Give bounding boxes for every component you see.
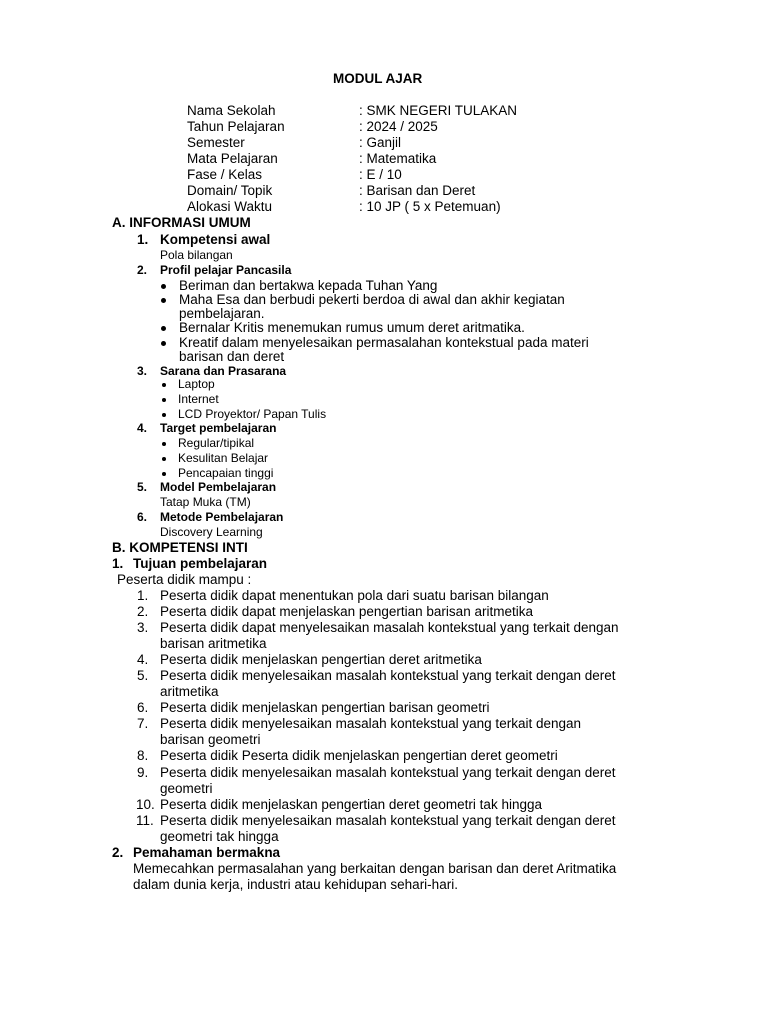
objective-text: Peserta didik dapat menjelaskan pengertian barisan aritmetika: [160, 604, 533, 619]
objective-number: 10.: [136, 797, 155, 812]
metode-text: Discovery Learning: [160, 525, 263, 539]
bullet-icon: [161, 341, 166, 346]
bullet-icon: [161, 298, 166, 303]
kompetensi-awal-text: Pola bilangan: [160, 248, 233, 262]
objective-number: 1.: [137, 588, 149, 603]
objective-text: Peserta didik menjelaskan pengertian barisan geometri: [160, 700, 490, 715]
bullet-icon: [162, 398, 166, 402]
sarana-bullet: Laptop: [178, 377, 215, 391]
objective-number: 9.: [137, 765, 149, 780]
objective-text: Peserta didik menyelesaikan masalah kontekstual yang terkait dengan deret: [160, 813, 616, 828]
identity-value: : 10 JP ( 5 x Petemuan): [359, 199, 501, 214]
target-bullet: Regular/tipikal: [178, 436, 255, 450]
identity-value: : Ganjil: [359, 135, 402, 150]
objective-text: Peserta didik dapat menyelesaikan masalah kontekstual yang terkait dengan: [160, 620, 619, 635]
objective-text: Peserta didik dapat menentukan pola dari suatu barisan bilangan: [160, 588, 549, 603]
profil-bullet: Bernalar Kritis menemukan rumus umum deret aritmatika.: [179, 320, 525, 335]
objective-text: Peserta didik Peserta didik menjelaskan pengertian deret geometri: [160, 748, 558, 763]
sarana-bullet: Internet: [178, 392, 219, 406]
objective-number: 6.: [137, 700, 149, 715]
objective-text-continued: barisan geometri: [160, 732, 261, 747]
objective-number: 8.: [137, 748, 149, 763]
list-number: 1.: [137, 232, 149, 247]
objective-number: 4.: [137, 652, 149, 667]
identity-label: Domain/ Topik: [187, 183, 273, 198]
identity-value: : SMK NEGERI TULAKAN: [359, 103, 518, 118]
list-number: 2.: [137, 263, 148, 277]
sarana-title: Sarana dan Prasarana: [160, 364, 287, 378]
target-bullet: Kesulitan Belajar: [178, 451, 269, 465]
objective-text: Peserta didik menjelaskan pengertian deret geometri tak hingga: [160, 797, 542, 812]
list-number: 5.: [137, 480, 148, 494]
objective-text: Peserta didik menyelesaikan masalah kontekstual yang terkait dengan deret: [160, 668, 616, 683]
identity-label: Fase / Kelas: [187, 167, 263, 182]
objective-text: Peserta didik menjelaskan pengertian deret aritmetika: [160, 652, 482, 667]
objective-text-continued: geometri tak hingga: [160, 829, 279, 844]
identity-value: : Barisan dan Deret: [359, 183, 476, 198]
objective-number: 11.: [136, 813, 154, 828]
pemahaman-text: dalam dunia kerja, industri atau kehidupan sehari-hari.: [133, 877, 458, 892]
target-bullet: Pencapaian tinggi: [178, 466, 274, 480]
list-number: 3.: [137, 364, 148, 378]
profil-title: Profil pelajar Pancasila: [160, 263, 292, 277]
list-number: 4.: [137, 421, 148, 435]
bullet-icon: [162, 472, 166, 476]
list-number: 6.: [137, 510, 148, 524]
metode-title: Metode Pembelajaran: [160, 510, 284, 524]
bullet-icon: [161, 284, 166, 289]
identity-value: : E / 10: [359, 167, 402, 182]
identity-label: Mata Pelajaran: [187, 151, 278, 166]
bullet-icon: [162, 413, 166, 417]
sarana-bullet: LCD Proyektor/ Papan Tulis: [178, 407, 327, 421]
section-a-heading: A. INFORMASI UMUM: [112, 215, 251, 230]
profil-bullet-continued: pembelajaran.: [179, 306, 265, 321]
identity-label: Alokasi Waktu: [187, 199, 273, 214]
list-number: 2.: [112, 845, 124, 860]
list-number: 1.: [112, 556, 124, 571]
model-title: Model Pembelajaran: [160, 480, 277, 494]
target-title: Target pembelajaran: [160, 421, 277, 435]
kompetensi-awal-title: Kompetensi awal: [160, 232, 271, 247]
pemahaman-text: Memecahkan permasalahan yang berkaitan dengan barisan dan deret Aritmatika: [133, 861, 617, 876]
profil-bullet: Kreatif dalam menyelesaikan permasalahan kontekstual pada materi: [179, 335, 589, 350]
document-title: MODUL AJAR: [333, 71, 423, 86]
section-b-heading: B. KOMPETENSI INTI: [112, 540, 248, 555]
objective-number: 5.: [137, 668, 149, 683]
objective-number: 3.: [137, 620, 149, 635]
objective-text: Peserta didik menyelesaikan masalah kontekstual yang terkait dengan: [160, 716, 581, 731]
objective-text-continued: geometri: [160, 781, 213, 796]
profil-bullet: Beriman dan bertakwa kepada Tuhan Yang: [179, 278, 438, 293]
identity-label: Nama Sekolah: [187, 103, 276, 118]
bullet-icon: [162, 457, 166, 461]
tujuan-title: Tujuan pembelajaran: [133, 556, 268, 571]
identity-value: : Matematika: [359, 151, 437, 166]
tujuan-intro: Peserta didik mampu :: [117, 572, 252, 587]
profil-bullet: Maha Esa dan berbudi pekerti berdoa di awal dan akhir kegiatan: [179, 292, 565, 307]
identity-label: Semester: [187, 135, 245, 150]
objective-text: Peserta didik menyelesaikan masalah kontekstual yang terkait dengan deret: [160, 765, 616, 780]
identity-label: Tahun Pelajaran: [187, 119, 285, 134]
model-text: Tatap Muka (TM): [160, 495, 251, 509]
objective-number: 7.: [137, 716, 149, 731]
bullet-icon: [162, 442, 166, 446]
profil-bullet-continued: barisan dan deret: [179, 349, 285, 364]
bullet-icon: [162, 383, 166, 387]
objective-text-continued: aritmetika: [160, 684, 219, 699]
identity-value: : 2024 / 2025: [359, 119, 438, 134]
objective-number: 2.: [137, 604, 149, 619]
bullet-icon: [161, 326, 166, 331]
objective-text-continued: barisan aritmetika: [160, 636, 267, 651]
pemahaman-title: Pemahaman bermakna: [133, 845, 281, 860]
